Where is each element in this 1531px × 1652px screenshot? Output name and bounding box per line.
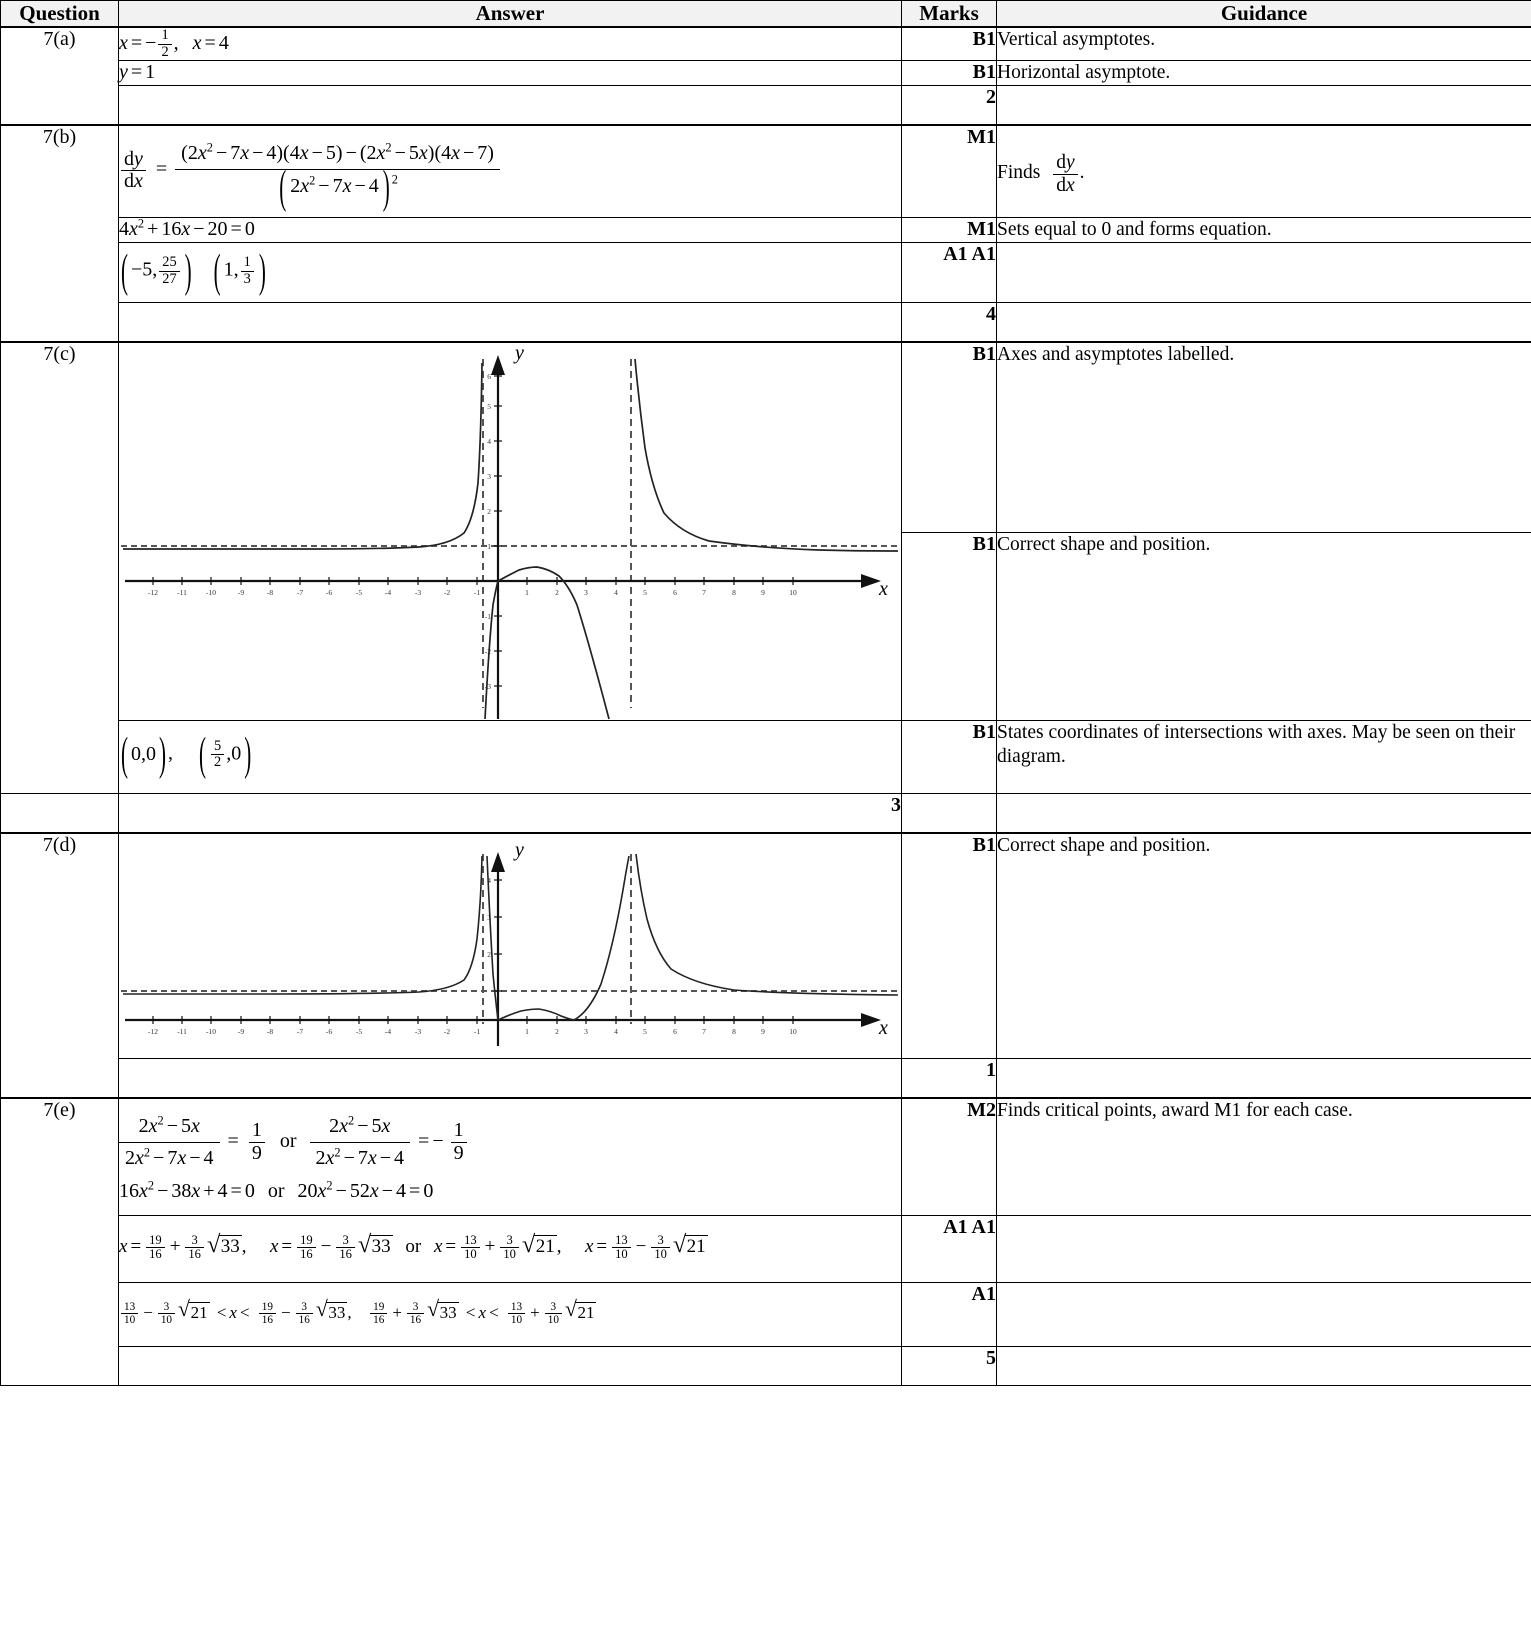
y-axis-arrow (491, 852, 505, 872)
svg-text:2: 2 (555, 1026, 559, 1036)
guidance-7e-3 (997, 1282, 1531, 1347)
curve-branch-middle-right (574, 856, 629, 1020)
marks-7e-2: A1 A1 (902, 1215, 997, 1282)
curve-branch-middle (485, 567, 609, 719)
svg-text:-2: -2 (443, 1026, 451, 1036)
guidance-7a-1: Vertical asymptotes. (997, 27, 1531, 61)
svg-text:-8: -8 (266, 1026, 274, 1036)
table-row (1, 833, 1531, 1059)
svg-text:-5: -5 (355, 1026, 363, 1036)
guidance-7e-1: Finds critical points, award M1 for each case. (997, 1098, 1531, 1216)
svg-text:-12: -12 (148, 1026, 158, 1036)
svg-text:-7: -7 (296, 1026, 304, 1036)
question-label-7e: 7(e) (1, 1098, 119, 1386)
svg-text:2: 2 (555, 587, 559, 597)
marks-7d-1: B1 (902, 833, 997, 1059)
table-row (1, 1347, 1531, 1386)
question-label-7c: 7(c) (1, 342, 119, 794)
x-axis-tick-labels (148, 1027, 797, 1036)
svg-text:10: 10 (789, 1026, 797, 1036)
answer-7c-intercepts: ( 0,0 ) , ( $\frac{5}{2}$ ,0 ) (119, 720, 902, 793)
svg-text:-9: -9 (237, 1026, 245, 1036)
guidance-7b-1-period: . (1079, 162, 1085, 184)
graph-7c-x-label: x (879, 577, 888, 600)
guidance-7b-1: Finds $\frac{dy}{dx}$ . (997, 125, 1531, 217)
guidance-7c-3: States coordinates of intersections with axes. May be seen on their diagram. (997, 720, 1531, 793)
curve-branch-left (123, 363, 482, 549)
svg-text:-10: -10 (206, 1026, 216, 1036)
svg-text:-12: -12 (148, 587, 158, 597)
table-row (1, 1282, 1531, 1347)
answer-7a-total-blank (119, 86, 902, 126)
table-row (1, 720, 1531, 793)
guidance-7a-2: Horizontal asymptote. (997, 61, 1531, 86)
column-header-marks: Marks (902, 1, 997, 28)
svg-text:-10: -10 (206, 587, 216, 597)
column-header-answer: Answer (119, 1, 902, 28)
table-header-row (1, 1, 1531, 28)
svg-text:6: 6 (673, 587, 677, 597)
graph-7c-svg (119, 343, 900, 720)
svg-text:-2: -2 (443, 587, 451, 597)
answer-7e-total-blank (119, 1347, 902, 1386)
svg-text:1: 1 (525, 587, 529, 597)
table-row (1, 793, 1531, 833)
marks-total-7e: 5 (902, 1347, 997, 1386)
svg-text:-3: -3 (414, 587, 422, 597)
marks-7b-3: A1 A1 (902, 243, 997, 302)
table-row (1, 1058, 1531, 1098)
svg-text:-8: -8 (266, 587, 274, 597)
curve-branch-right (635, 359, 898, 551)
svg-text:4: 4 (614, 587, 618, 597)
x-axis-arrow (861, 574, 881, 588)
marks-total-7c: 3 (119, 793, 902, 833)
answer-7d-total-blank (119, 1058, 902, 1098)
guidance-7b-3 (997, 243, 1531, 302)
x-axis-arrow (861, 1013, 881, 1027)
svg-text:-6: -6 (325, 587, 333, 597)
x-axis-tick-labels (148, 588, 797, 597)
table-row (1, 302, 1531, 342)
svg-text:7: 7 (702, 1026, 706, 1036)
answer-7a-horizontal-asymptote: y = 1 (119, 61, 902, 86)
svg-text:5: 5 (643, 1026, 647, 1036)
svg-text:1: 1 (525, 1026, 529, 1036)
svg-text:3: 3 (487, 471, 491, 481)
svg-text:4: 4 (487, 436, 491, 446)
answer-7b-total-blank (119, 302, 902, 342)
answer-7e-inequalities: $\frac{13}{10}$ − $\frac{3}{10}$ √ 21 < x < $\frac{19}{16}$ − $\frac{3}{16}$ √ 33 , $\frac{19}{16}$ + $\frac{3}{16}$ √ 33 < x < $\frac{13}{10}$ + $\frac{3}{10}$ √ 21 (119, 1282, 902, 1347)
answer-7e-or-1: or (279, 1129, 297, 1152)
column-header-guidance: Guidance (997, 1, 1531, 28)
svg-text:8: 8 (732, 1026, 736, 1036)
guidance-7e-2 (997, 1215, 1531, 1282)
marks-total-7b: 4 (902, 302, 997, 342)
svg-text:6: 6 (487, 371, 491, 381)
svg-text:-2: -2 (484, 646, 491, 656)
svg-text:5: 5 (487, 401, 491, 411)
guidance-7e-total-blank (997, 1347, 1531, 1386)
svg-text:6: 6 (673, 1026, 677, 1036)
answer-7b-quotient-rule: $\frac{dy}{dx}$ = $(2x^2 - 7x - 4)(4x - 5) - (2x^2 - 5x)(4x - 7)$ ( $2x^2 - 7x - 4$ ) $^2$ (119, 125, 902, 217)
marks-7e-1: M2 (902, 1098, 997, 1216)
svg-text:2: 2 (487, 949, 491, 959)
guidance-7d-1: Correct shape and position. (997, 833, 1531, 1059)
guidance-7b-2: Sets equal to 0 and forms equation. (997, 218, 1531, 243)
table-row (1, 342, 1531, 533)
guidance-7c-total-blank (902, 793, 997, 833)
graph-7d (119, 833, 902, 1059)
marks-7b-1: M1 (902, 125, 997, 217)
guidance-7b-total-blank (997, 302, 1531, 342)
marks-7a-1: B1 (902, 27, 997, 61)
svg-text:-3: -3 (414, 1026, 422, 1036)
answer-7a-vertical-asymptotes: x = − $\frac{1}{2}$ , x = 4 (119, 27, 902, 61)
graph-7c (119, 342, 902, 721)
graph-7c-y-label: y (515, 342, 524, 364)
svg-text:-3: -3 (484, 681, 491, 691)
svg-text:8: 8 (732, 587, 736, 597)
svg-text:2: 2 (487, 506, 491, 516)
table-row (1, 1098, 1531, 1216)
svg-text:3: 3 (584, 1026, 588, 1036)
marks-7a-2: B1 (902, 61, 997, 86)
svg-text:-4: -4 (384, 587, 392, 597)
svg-text:7: 7 (702, 587, 706, 597)
marks-7c-2: B1 (902, 533, 997, 720)
svg-text:4: 4 (487, 875, 491, 885)
svg-text:5: 5 (643, 587, 647, 597)
svg-text:-5: -5 (355, 587, 363, 597)
guidance-7c-2: Correct shape and position. (997, 533, 1531, 720)
svg-text:-6: -6 (325, 1026, 333, 1036)
svg-text:-1: -1 (473, 587, 481, 597)
answer-7e-critical-equations: $\frac{2x^2 - 5x}{2x^2 - 7x - 4}$ = $\frac{1}{9}$ or $\frac{2x^2 - 5x}{2x^2 - 7x - 4}$ = − $\frac{1}{9}$ $16x^2 - 38x + 4 = 0$ or $20x^2 - 52x - 4 = 0$ (119, 1098, 902, 1216)
svg-text:-4: -4 (384, 1026, 392, 1036)
table-row (1, 243, 1531, 302)
svg-text:3: 3 (487, 912, 491, 922)
table-row (1, 86, 1531, 126)
svg-text:3: 3 (584, 587, 588, 597)
table-row (1, 1215, 1531, 1282)
svg-text:10: 10 (789, 587, 797, 597)
marks-7e-3: A1 (902, 1282, 997, 1347)
svg-text:4: 4 (614, 1026, 618, 1036)
graph-7d-x-label: x (879, 1016, 888, 1039)
column-header-question: Question (1, 1, 119, 28)
svg-text:-7: -7 (296, 587, 304, 597)
svg-text:-1: -1 (473, 1026, 481, 1036)
svg-text:-1: -1 (484, 611, 491, 621)
table-row (1, 27, 1531, 61)
graph-7d-y-label: y (515, 838, 524, 861)
marks-7c-3: B1 (902, 720, 997, 793)
svg-text:-9: -9 (237, 587, 245, 597)
guidance-7d-total-blank (997, 1058, 1531, 1098)
answer-7c-total-blank (1, 793, 119, 833)
table-row (1, 61, 1531, 86)
marks-total-7d: 1 (902, 1058, 997, 1098)
marks-7c-1: B1 (902, 342, 997, 533)
svg-text:1: 1 (487, 541, 491, 551)
curve-branch-right (636, 854, 898, 995)
curve-branch-left (123, 856, 482, 994)
table-row (1, 125, 1531, 217)
marks-total-7a: 2 (902, 86, 997, 126)
guidance-7a-total-blank (997, 86, 1531, 126)
question-label-7b: 7(b) (1, 125, 119, 341)
y-axis-arrow (491, 355, 505, 375)
question-label-7d: 7(d) (1, 833, 119, 1098)
svg-text:-11: -11 (177, 587, 187, 597)
answer-7b-stationary-points: ( −5, $\frac{25}{27}$ ) ( 1, $\frac{1}{3}$ ) (119, 243, 902, 302)
answer-7e-roots: x = $\frac{19}{16}$ + $\frac{3}{16}$ √ 33 , x = $\frac{19}{16}$ − $\frac{3}{16}$ √ 33 or x = $\frac{13}{10}$ + $\frac{3}{10}$ √ 21 , x = $\frac{13}{10}$ − $\frac{3}{10}$ √ 21 (119, 1215, 902, 1282)
curve-branch-middle-bump (498, 1009, 574, 1020)
guidance-7c-1: Axes and asymptotes labelled. (997, 342, 1531, 533)
svg-text:9: 9 (761, 587, 765, 597)
answer-7b-equation: $4x^2 + 16x - 20 = 0$ (119, 218, 902, 243)
svg-text:9: 9 (761, 1026, 765, 1036)
graph-7d-svg (119, 834, 900, 1058)
marks-7b-2: M1 (902, 218, 997, 243)
table-row (1, 218, 1531, 243)
guidance-7b-1-text: Finds (997, 162, 1041, 184)
question-label-7a: 7(a) (1, 27, 119, 125)
svg-text:-11: -11 (177, 1026, 187, 1036)
